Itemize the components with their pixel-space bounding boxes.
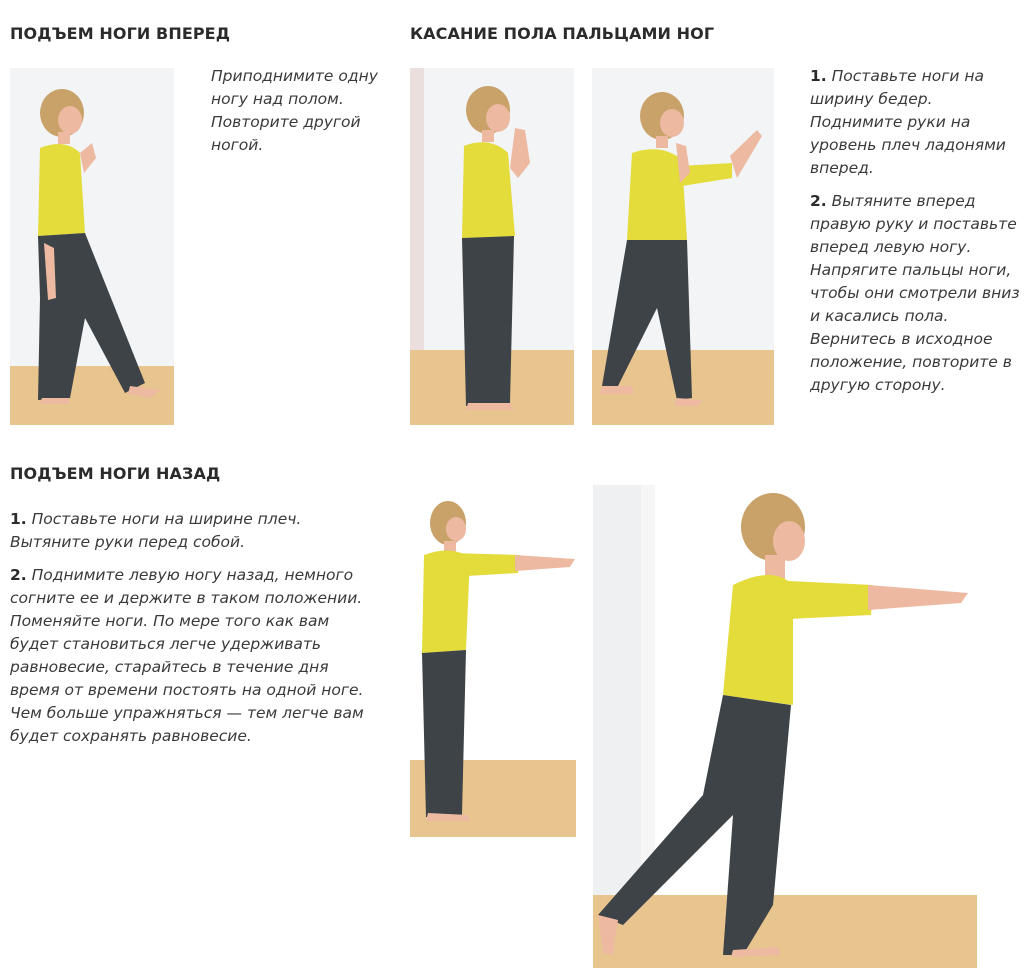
step-text: Вытяните вперед правую руку и поставьте вперед левую ногу. Напрягите пальцы ноги, чтобы они смотрели вниз и касались пола. Вернитесь в исходное положение, повторите в другую сторону. <box>810 192 1020 394</box>
forward-instructions <box>211 65 381 167</box>
back-step-1 <box>10 508 380 554</box>
toes-instructions <box>810 65 1020 407</box>
step-number: 2. <box>810 192 827 210</box>
step-text: Поставьте ноги на ширину бедер. Поднимите руки на уровень плеч ладонями вперед. <box>810 67 1006 177</box>
forward-text: Приподнимите одну ногу над полом. Повторите другой ногой. <box>211 67 378 154</box>
photo-back-leg-raise <box>593 485 977 968</box>
toes-step-1 <box>810 65 1020 180</box>
photo-forward-leg-raise <box>10 68 174 425</box>
back-instructions <box>10 508 380 758</box>
step-number: 1. <box>10 510 27 528</box>
step-text: Поднимите левую ногу назад, немного согните ее и держите в таком положении. Поменяйте ноги. По мере того как вам будет становиться легче удерживать равновесие, старайтесь в течение дня время от времени постоять на одной ноге. Чем больше упражняться — тем легче вам будет сохранять равновесие. <box>10 566 364 745</box>
section-title-back: ПОДЪЕМ НОГИ НАЗАД <box>10 464 221 483</box>
step-number: 1. <box>810 67 827 85</box>
photo-toes-start <box>410 68 574 425</box>
toes-step-2 <box>810 190 1020 397</box>
photo-back-start <box>410 485 576 837</box>
back-step-2 <box>10 564 380 748</box>
step-number: 2. <box>10 566 27 584</box>
section-title-forward: ПОДЪЕМ НОГИ ВПЕРЕД <box>10 24 231 43</box>
photo-toes-step <box>592 68 774 425</box>
step-text: Поставьте ноги на ширине плеч. Вытяните руки перед собой. <box>10 510 302 551</box>
section-title-toes: КАСАНИЕ ПОЛА ПАЛЬЦАМИ НОГ <box>410 24 715 43</box>
